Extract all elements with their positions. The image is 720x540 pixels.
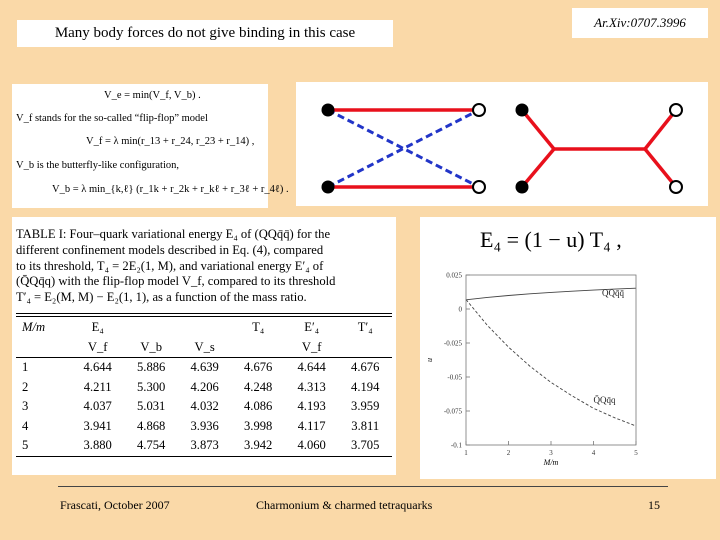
table-header-cell: E₄ bbox=[91, 320, 104, 335]
table-cell: 4.868 bbox=[137, 418, 166, 433]
slide-title: Many body forces do not give binding in this case bbox=[17, 20, 393, 47]
table-header-cell: T′₄ bbox=[357, 320, 373, 335]
table-header-cell bbox=[16, 338, 71, 358]
equation-box bbox=[12, 84, 289, 208]
table-header-cell: V_f bbox=[301, 339, 322, 354]
series-label-2: Q̄Qq̄q bbox=[593, 394, 616, 405]
x-tick-label: 4 bbox=[591, 449, 596, 457]
table-cell: 4.313 bbox=[297, 379, 326, 394]
table-cell: 3.811 bbox=[351, 418, 380, 433]
table-cell: 4.117 bbox=[297, 418, 326, 433]
table-cell: 5 bbox=[22, 438, 29, 453]
antiquark-dot bbox=[670, 104, 682, 116]
antiquark-dot bbox=[473, 104, 485, 116]
table-cell: 4.206 bbox=[190, 379, 219, 394]
equation-vb: V_b = λ min_{k,ℓ} (r_1k + r_2k + r_kℓ + r_3ℓ + r_4ℓ) . bbox=[52, 184, 289, 195]
table-cell: 4.676 bbox=[244, 360, 273, 375]
y-tick-label: -0.075 bbox=[443, 407, 462, 416]
table-cell: 3.941 bbox=[83, 418, 112, 433]
y-tick-label: 0.025 bbox=[446, 271, 462, 280]
table-row bbox=[16, 358, 392, 378]
quark-dot bbox=[516, 181, 529, 194]
table-header-cell: M/m bbox=[22, 320, 46, 335]
table-row bbox=[16, 436, 392, 456]
quark-dot bbox=[516, 104, 529, 117]
antiquark-dot bbox=[473, 181, 485, 193]
caption-line: different confinement models described in Eq. (4), compared bbox=[16, 242, 324, 257]
quark-dot bbox=[322, 104, 335, 117]
u-vs-mass-chart bbox=[420, 217, 716, 479]
table-header-cell bbox=[338, 338, 392, 358]
table-header-cell: E′₄ bbox=[304, 320, 320, 335]
red-string bbox=[522, 110, 554, 149]
table-cell: 3.873 bbox=[190, 438, 219, 453]
table-box bbox=[12, 217, 396, 475]
page-number: 15 bbox=[648, 498, 660, 512]
table-cell: 4.754 bbox=[137, 438, 166, 453]
table-caption bbox=[16, 227, 396, 306]
y-tick-label: -0.05 bbox=[447, 373, 462, 382]
quark-diagram-box bbox=[296, 82, 708, 206]
table-header-cell: V_f bbox=[87, 339, 108, 354]
plot-equation: E₄ = (1 − u) T₄ , bbox=[480, 227, 622, 252]
table-cell: 3.998 bbox=[244, 418, 273, 433]
quark-dot bbox=[322, 181, 335, 194]
table-row bbox=[16, 378, 392, 398]
equation-vf: V_f = λ min(r_13 + r_24, r_23 + r_14) , bbox=[86, 136, 255, 147]
table-cell: 4.639 bbox=[190, 360, 219, 375]
table-header-cell: T₄ bbox=[252, 320, 265, 335]
table-cell: 4.060 bbox=[297, 438, 326, 453]
table-cell: 4.644 bbox=[297, 360, 326, 375]
x-axis-label: M/m bbox=[543, 458, 559, 467]
table-header-cell bbox=[124, 318, 178, 338]
table-cell: 4.032 bbox=[190, 399, 219, 414]
caption-line: T′₄ = E₂(M, M) − E₂(1, 1), as a function of the mass ratio. bbox=[16, 290, 307, 305]
arxiv-reference: Ar.Xiv:0707.3996 bbox=[572, 8, 708, 38]
red-string bbox=[522, 149, 554, 187]
table-header-row bbox=[16, 318, 392, 338]
table-cell: 1 bbox=[22, 360, 29, 375]
table-cell: 4.086 bbox=[244, 399, 273, 414]
plot-frame bbox=[466, 275, 636, 445]
table-cell: 2 bbox=[22, 379, 29, 394]
table-header-cell: V_s bbox=[194, 339, 215, 354]
footer-talk-title: Charmonium & charmed tetraquarks bbox=[256, 498, 433, 512]
table-rule-top bbox=[16, 313, 392, 314]
x-tick-label: 1 bbox=[464, 449, 468, 457]
x-tick-label: 5 bbox=[634, 449, 638, 457]
equation-ve: V_e = min(V_f, V_b) . bbox=[104, 90, 201, 101]
table-cell: 5.886 bbox=[137, 360, 166, 375]
y-axis-label: u bbox=[425, 358, 434, 362]
table-rule-top bbox=[16, 316, 392, 317]
energy-table bbox=[16, 318, 392, 457]
series-line-2 bbox=[466, 300, 636, 427]
table-cell: 4.644 bbox=[83, 360, 112, 375]
footer-location-date: Frascati, October 2007 bbox=[60, 498, 170, 512]
table-header-row bbox=[16, 338, 392, 358]
table-header-cell: V_b bbox=[140, 339, 163, 354]
table-cell: 5.300 bbox=[137, 379, 166, 394]
table-cell: 4.211 bbox=[83, 379, 112, 394]
table-header-cell bbox=[178, 318, 232, 338]
table-row bbox=[16, 417, 392, 437]
plot-box bbox=[420, 217, 716, 479]
table-cell: 4.248 bbox=[244, 379, 273, 394]
series-label-1: QQq̄q̄ bbox=[602, 288, 624, 299]
table-cell: 4.676 bbox=[351, 360, 380, 375]
table-cell: 3.942 bbox=[244, 438, 273, 453]
footer-rule bbox=[58, 486, 668, 487]
equation-vf-text: V_f stands for the so-called “flip-flop” model bbox=[16, 113, 208, 124]
y-tick-label: 0 bbox=[458, 305, 462, 314]
table-header-cell bbox=[231, 338, 285, 358]
caption-line: to its threshold, T₄ = 2E₂(1, M), and variational energy E′₄ of bbox=[16, 258, 324, 273]
table-cell: 4.194 bbox=[351, 379, 380, 394]
butterfly-diagram bbox=[516, 104, 683, 194]
table-row bbox=[16, 397, 392, 417]
caption-line: (Q̄Qq̄q) with the flip-flop model V_f, compared to its threshold bbox=[16, 274, 336, 289]
caption-line: TABLE I: Four–quark variational energy E₄ of (QQq̄q̄) for the bbox=[16, 227, 331, 241]
red-string bbox=[645, 149, 676, 187]
table-cell: 3.959 bbox=[351, 399, 380, 414]
flip-flop-diagram bbox=[322, 104, 486, 194]
table-cell: 3.936 bbox=[190, 418, 219, 433]
table-cell: 5.031 bbox=[137, 399, 166, 414]
equation-vb-text: V_b is the butterfly-like configuration, bbox=[16, 160, 180, 171]
table-cell: 4.193 bbox=[297, 399, 326, 414]
x-tick-label: 2 bbox=[506, 449, 511, 457]
red-string bbox=[645, 110, 676, 149]
y-tick-label: -0.025 bbox=[443, 339, 462, 348]
table-cell: 4.037 bbox=[83, 399, 112, 414]
antiquark-dot bbox=[670, 181, 682, 193]
quark-diagram bbox=[296, 82, 708, 206]
y-tick-label: -0.1 bbox=[450, 441, 462, 450]
table-cell: 3 bbox=[22, 399, 29, 414]
table-cell: 3.705 bbox=[351, 438, 380, 453]
table-cell: 4 bbox=[22, 418, 29, 433]
x-tick-label: 3 bbox=[549, 449, 553, 457]
table-cell: 3.880 bbox=[83, 438, 112, 453]
